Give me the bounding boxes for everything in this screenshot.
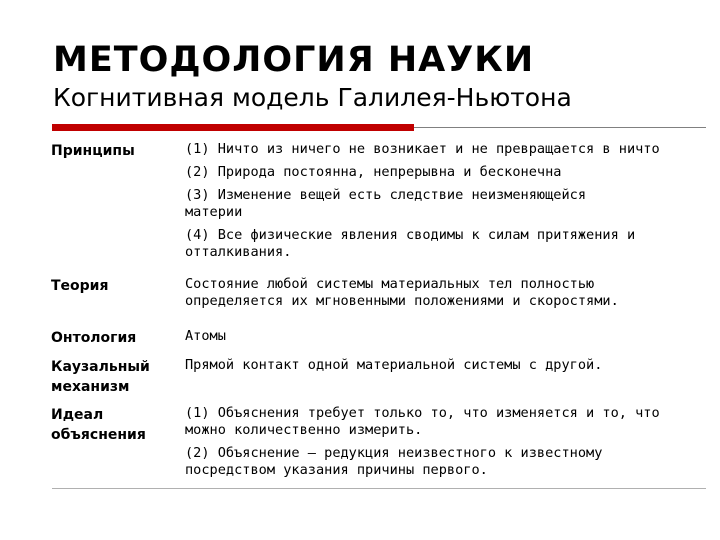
bottom-divider (52, 488, 706, 489)
content-line: (2) Объяснение – редукция неизвестного к известному (185, 445, 603, 461)
content-line: Атомы (185, 328, 226, 344)
content-line: определяется их мгновенными положениями и скоростями. (185, 293, 619, 309)
slide-title: МЕТОДОЛОГИЯ НАУКИ (53, 40, 535, 80)
content-line: посредством указания причины первого. (185, 462, 488, 478)
row-content (185, 357, 705, 374)
content-line: отталкивания. (185, 244, 292, 260)
row-label: Принципы (51, 143, 135, 159)
content-line: (2) Природа постоянна, непрерывна и бесконечна (185, 164, 562, 180)
row-content (185, 276, 705, 310)
row-label (51, 357, 179, 397)
content-line: (4) Все физические явления сводимы к силам притяжения и (185, 227, 636, 243)
accent-bar (52, 124, 414, 131)
row-content (185, 405, 705, 479)
row-content (185, 141, 705, 261)
row-content (185, 328, 705, 345)
row-label (51, 405, 179, 445)
row-label-line: Идеал (51, 407, 104, 423)
content-line: Состояние любой системы материальных тел полностью (185, 276, 595, 292)
row-label-line: механизм (51, 379, 130, 395)
divider-line (414, 127, 706, 128)
row-label: Онтология (51, 330, 137, 346)
content-line: (1) Объяснения требует только то, что изменяется и то, что (185, 405, 660, 421)
content-line: Прямой контакт одной материальной системы с другой. (185, 357, 603, 373)
content-line: материи (185, 204, 243, 220)
slide-subtitle: Когнитивная модель Галилея-Ньютона (53, 83, 572, 112)
content-line: (3) Изменение вещей есть следствие неизменяющейся (185, 187, 587, 203)
row-label-line: объяснения (51, 427, 146, 443)
row-label-line: Каузальный (51, 359, 150, 375)
row-label: Теория (51, 278, 109, 294)
content-line: (1) Ничто из ничего не возникает и не превращается в ничто (185, 141, 660, 157)
content-line: можно количественно измерить. (185, 422, 423, 438)
